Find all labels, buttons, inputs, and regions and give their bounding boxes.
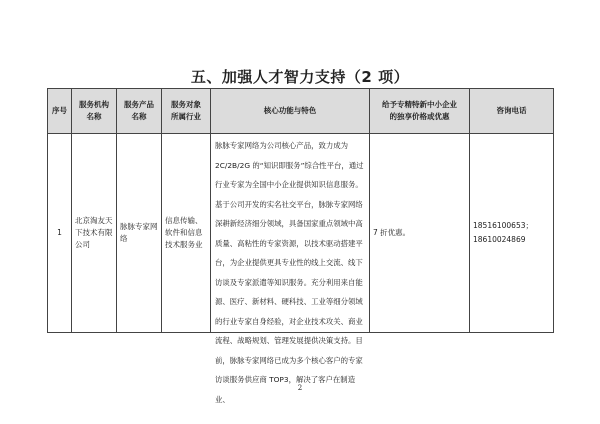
- service-table: [47, 88, 554, 404]
- page-number: 2: [297, 384, 303, 392]
- cell-phone: [470, 134, 554, 333]
- phone-number-2: 18610024869: [473, 235, 526, 244]
- header-target: 服务对象 所属行业: [162, 89, 211, 134]
- cell-org: 北京淘友天下技术有限公司: [72, 134, 117, 333]
- header-features: 核心功能与特色: [211, 89, 370, 134]
- table-row: [48, 134, 554, 333]
- cell-target: 信息传输、软件和信息技术服务业: [162, 134, 211, 333]
- cell-seq: 1: [48, 134, 72, 333]
- header-product: 服务产品 名称: [117, 89, 162, 134]
- features-text: 脉脉专家网络为公司核心产品，致力成为 2C/2B/2G 的“知识即服务”综合性平台，通过行业专家为全国中小企业提供知识信息服务。基于公司开发的实名社交平台，脉脉专家网络深耕新经济细分领域，具备国家重点领域中高质量、高粘性的专家资源，以技术驱动搭建平台，为企业提供更具专业性的线上交流、线下访谈及专家派遣等知识服务。充分利用来自能源、医疗、新材料、硬科技、工业等细分领域的行业专家自身经验，对企业技术攻关、商业流程、战略规划、管理发展提供决策支持。目前，脉脉专家网络已成为多个核心客户的专家访谈服务供应商 TOP3，解决了客户在制造业、: [215, 141, 364, 404]
- table-header-row: [48, 89, 554, 134]
- phone-number-1: 18516100653；: [473, 221, 533, 230]
- header-seq: 序号: [48, 89, 72, 134]
- page-title: 五、加强人才智力支持（2 项）: [190, 68, 410, 86]
- header-discount: 给予专精特新中小企业 的独享价格或优惠: [370, 89, 470, 134]
- header-phone: 咨询电话: [470, 89, 554, 134]
- header-org: 服务机构 名称: [72, 89, 117, 134]
- cell-features: [211, 134, 370, 404]
- cell-product: 脉脉专家网络: [117, 134, 162, 333]
- cell-discount: 7 折优惠。: [370, 134, 470, 333]
